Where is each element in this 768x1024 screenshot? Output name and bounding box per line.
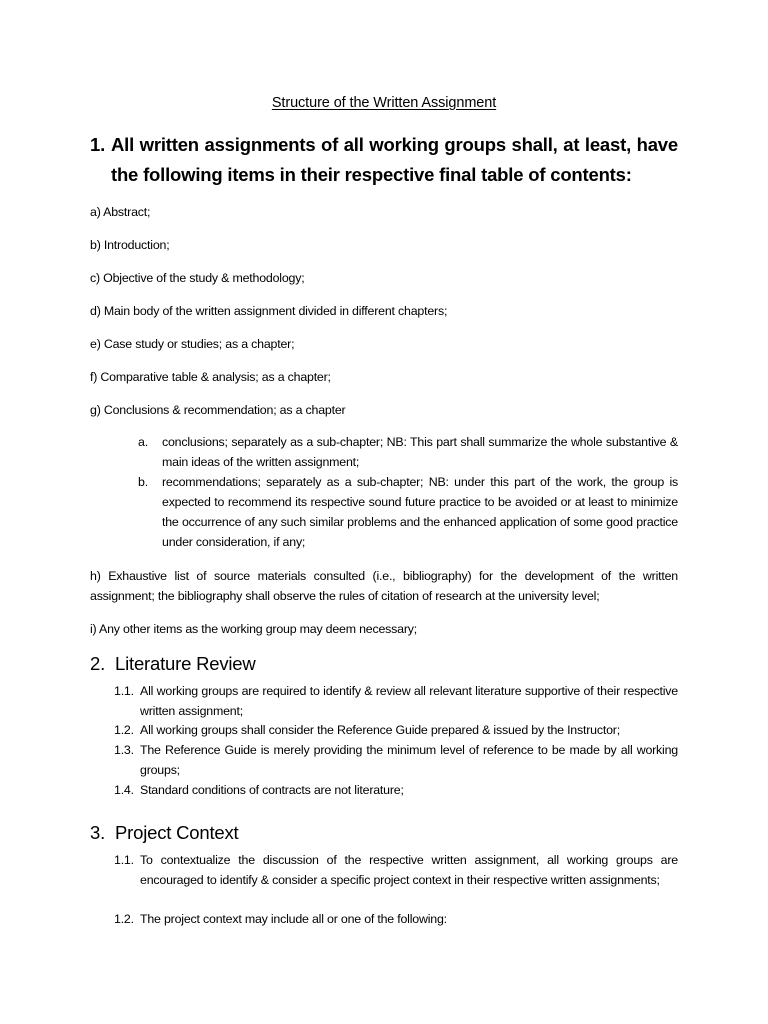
list-item-text: To contextualize the discussion of the respective written assignment, all working groups are encouraged to identify & consider a specific project context in their respective written assignments; [140, 853, 678, 887]
sub-item-conclusions [138, 432, 678, 472]
list-item-abstract: a) Abstract; [90, 205, 151, 219]
sub-item-mark: a. [138, 435, 148, 449]
list-item-number: 1.3. [114, 743, 134, 757]
list-item-other: i) Any other items as the working group may deem necessary; [90, 622, 418, 636]
section-3-heading-text: Project Context [115, 822, 239, 843]
section-3-number: 3. [90, 822, 106, 843]
section-2-number: 2. [90, 653, 106, 674]
list-item-number: 1.4. [114, 783, 134, 797]
list-item-introduction: b) Introduction; [90, 238, 170, 252]
section-1-number: 1. [90, 134, 106, 155]
list-item [114, 681, 678, 721]
section-1-heading [90, 130, 678, 190]
list-item-comparative-table: f) Comparative table & analysis; as a chapter; [90, 370, 331, 384]
list-item [114, 909, 678, 929]
list-item-main-body: d) Main body of the written assignment divided in different chapters; [90, 304, 448, 318]
list-item-bibliography: h) Exhaustive list of source materials consulted (i.e., bibliography) for the development of the written assignment; the bibliography shall observe the rules of citation of research at the university level; [90, 569, 678, 603]
sub-item-mark: b. [138, 475, 148, 489]
list-item-number: 1.2. [114, 912, 134, 926]
sub-item-recommendations [138, 472, 678, 552]
list-item-text: All working groups shall consider the Reference Guide prepared & issued by the Instructor; [140, 723, 620, 737]
section-3-heading [90, 822, 238, 844]
section-1-heading-text: All written assignments of all working groups shall, at least, have the following items in their respective final table of contents: [111, 134, 678, 185]
section-2-heading [90, 653, 256, 675]
list-item-conclusions: g) Conclusions & recommendation; as a chapter [90, 403, 346, 417]
list-item-number: 1.1. [114, 853, 134, 867]
list-item-number: 1.1. [114, 684, 134, 698]
document-title: Structure of the Written Assignment [271, 95, 497, 111]
list-item-text: The project context may include all or one of the following: [140, 912, 447, 926]
sub-item-text: conclusions; separately as a sub-chapter; NB: This part shall summarize the whole substantive & main ideas of the written assignment; [162, 435, 678, 469]
list-item [114, 780, 678, 800]
list-item-text: The Reference Guide is merely providing the minimum level of reference to be made by all working groups; [140, 743, 678, 777]
section-2-heading-text: Literature Review [115, 653, 256, 674]
list-item [114, 850, 678, 890]
list-item-text: All working groups are required to identify & review all relevant literature supportive of their respective written assignment; [140, 684, 678, 718]
list-item-objective: c) Objective of the study & methodology; [90, 271, 305, 285]
sub-item-text: recommendations; separately as a sub-chapter; NB: under this part of the work, the group is expected to recommend its respective sound future practice to be avoided or at least to minimize the occurrence of any such similar problems and the enhanced application of some good practice under consideration, if any; [162, 475, 678, 549]
list-item-case-study: e) Case study or studies; as a chapter; [90, 337, 295, 351]
list-item-number: 1.2. [114, 723, 134, 737]
list-item-text: Standard conditions of contracts are not literature; [140, 783, 404, 797]
list-item [114, 720, 678, 740]
list-item [114, 740, 678, 780]
